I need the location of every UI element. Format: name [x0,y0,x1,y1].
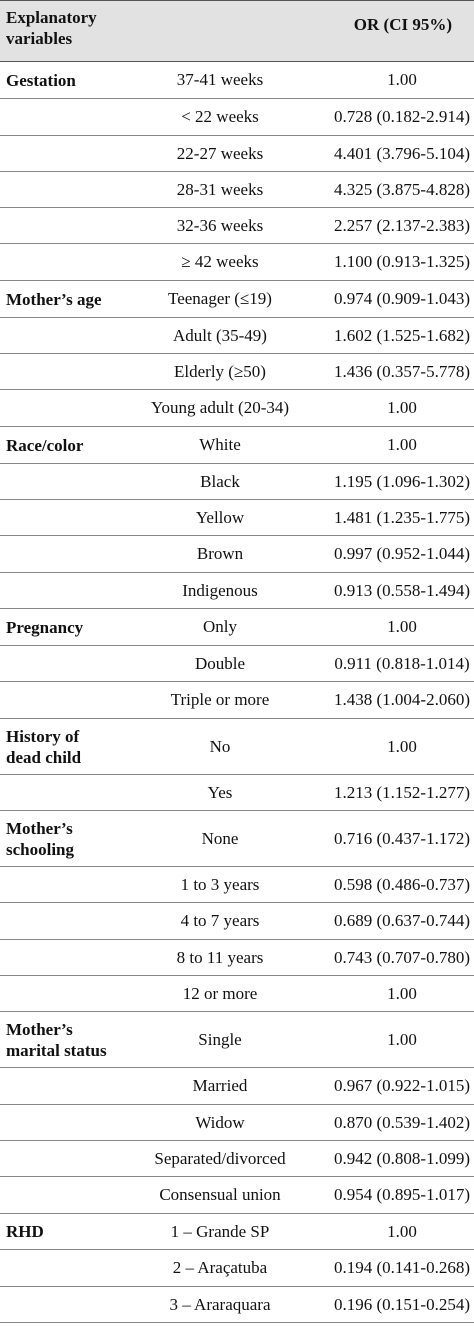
odds-ratio-cell: 1.00 [387,617,417,636]
table-row [0,136,474,172]
odds-ratio-cell: 0.689 (0.637-0.744) [334,911,470,930]
category-cell: None [201,828,239,848]
odds-ratio-cell: 1.213 (1.152-1.277) [334,782,470,802]
category-cell: 2 – Araçatuba [172,1258,268,1277]
table-row [0,318,474,354]
category-cell: Separated/divorced [154,1148,286,1168]
table-row [0,1068,474,1105]
table-row [0,775,474,811]
table-row [0,811,474,867]
table-row [0,682,474,719]
category-cell: 4 to 7 years [180,911,260,930]
table-row [0,867,474,903]
table-row [0,719,474,775]
table-row [0,1012,474,1068]
category-cell: White [199,435,241,454]
table-row [0,281,474,318]
table-row [0,1141,474,1177]
category-cell: 1 – Grande SP [170,1221,270,1241]
table-row [0,1287,474,1323]
category-cell: Indigenous [182,580,258,600]
odds-ratio-cell: 0.194 (0.141-0.268) [334,1258,470,1277]
category-cell: Elderly (≥50) [174,361,266,381]
category-cell: 3 – Araraquara [169,1294,271,1314]
odds-ratio-cell: 0.954 (0.895-1.017) [334,1185,470,1204]
table-row [0,1177,474,1214]
category-cell: Triple or more [170,690,270,709]
odds-ratio-cell: 0.743 (0.707-0.780) [334,947,470,967]
table-row [0,62,474,99]
category-cell: Black [200,471,240,491]
odds-ratio-cell: 0.598 (0.486-0.737) [334,874,470,894]
header-explanatory-variables: Explanatory variables [6,8,97,48]
table-row [0,500,474,536]
table-row [0,464,474,500]
category-cell: 1 to 3 years [180,874,260,894]
odds-ratio-cell: 2.257 (2.137-2.383) [334,215,470,235]
table-row [0,172,474,208]
variable-cell: RHD [6,1222,44,1241]
category-cell: Single [198,1029,242,1049]
variable-cell: Mother’s schooling [6,818,75,859]
odds-ratio-cell: 0.967 (0.922-1.015) [334,1076,470,1095]
category-cell: ≥ 42 weeks [181,252,259,271]
category-cell: Adult (35-49) [173,325,267,345]
header-or-ci: OR (CI 95%) [353,15,452,34]
category-cell: Widow [195,1112,245,1132]
odds-ratio-cell: 1.00 [387,1221,417,1241]
category-cell: 32-36 weeks [176,215,264,235]
category-cell: Married [192,1076,248,1095]
odds-ratio-cell: 0.997 (0.952-1.044) [334,544,470,563]
table-row [0,99,474,136]
category-cell: 12 or more [182,983,258,1003]
table-row [0,609,474,646]
category-cell: 28-31 weeks [176,179,264,199]
table-row [0,646,474,682]
variable-cell: Gestation [6,70,76,90]
table-row [0,1250,474,1287]
table-row [0,573,474,609]
odds-ratio-cell: 1.00 [387,736,417,756]
odds-ratio-cell: 0.728 (0.182-2.914) [334,107,470,126]
odds-ratio-cell: 4.401 (3.796-5.104) [334,143,470,163]
odds-ratio-cell: 0.911 (0.818-1.014) [334,653,470,673]
odds-ratio-cell: 0.913 (0.558-1.494) [334,580,470,600]
table-row [0,940,474,976]
category-cell: 37-41 weeks [176,70,264,89]
odds-ratio-cell: 1.100 (0.913-1.325) [334,252,470,271]
category-cell: 22-27 weeks [176,143,264,163]
table-body [0,62,474,1323]
odds-ratio-cell: 4.325 (3.875-4.828) [334,179,470,199]
category-cell: < 22 weeks [181,107,259,126]
odds-ratio-cell: 1.00 [387,70,417,89]
category-cell: Young adult (20-34) [150,398,290,417]
odds-ratio-cell: 1.00 [387,398,417,417]
category-cell: Yes [207,782,233,802]
odds-ratio-cell: 1.00 [387,983,417,1003]
table-row [0,244,474,281]
odds-ratio-cell: 0.974 (0.909-1.043) [334,289,470,308]
category-cell: Brown [196,544,244,563]
table-row [0,903,474,940]
table-header [0,0,474,62]
odds-ratio-cell: 1.438 (1.004-2.060) [334,690,470,709]
table-row [0,1105,474,1141]
variable-cell: History of dead child [6,726,82,767]
variable-cell: Mother’s marital status [6,1019,107,1060]
category-cell: 8 to 11 years [176,947,264,967]
odds-ratio-cell: 1.00 [387,435,417,454]
odds-ratio-cell: 0.196 (0.151-0.254) [334,1294,470,1314]
odds-ratio-cell: 1.481 (1.235-1.775) [334,507,470,527]
table-row [0,427,474,464]
table-row [0,390,474,427]
category-cell: Double [194,653,246,673]
odds-ratio-cell: 1.00 [387,1029,417,1049]
table-row [0,354,474,390]
table-row [0,208,474,244]
odds-ratio-cell: 0.942 (0.808-1.099) [334,1148,470,1168]
table-row [0,536,474,573]
category-cell: Teenager (≤19) [168,289,272,308]
category-cell: Only [203,617,237,636]
odds-ratio-cell: 0.870 (0.539-1.402) [334,1112,470,1132]
odds-ratio-cell: 1.436 (0.357-5.778) [334,361,470,381]
table-row [0,1214,474,1250]
odds-ratio-cell: 0.716 (0.437-1.172) [334,828,470,848]
odds-ratio-cell: 1.195 (1.096-1.302) [334,471,470,491]
odds-ratio-cell: 1.602 (1.525-1.682) [334,325,470,345]
variable-cell: Mother’s age [6,289,102,309]
category-cell: Consensual union [159,1185,281,1204]
variable-cell: Race/color [6,435,84,455]
category-cell: Yellow [195,507,245,527]
category-cell: No [209,736,231,756]
variable-cell: Pregnancy [6,617,84,637]
table-row [0,976,474,1012]
